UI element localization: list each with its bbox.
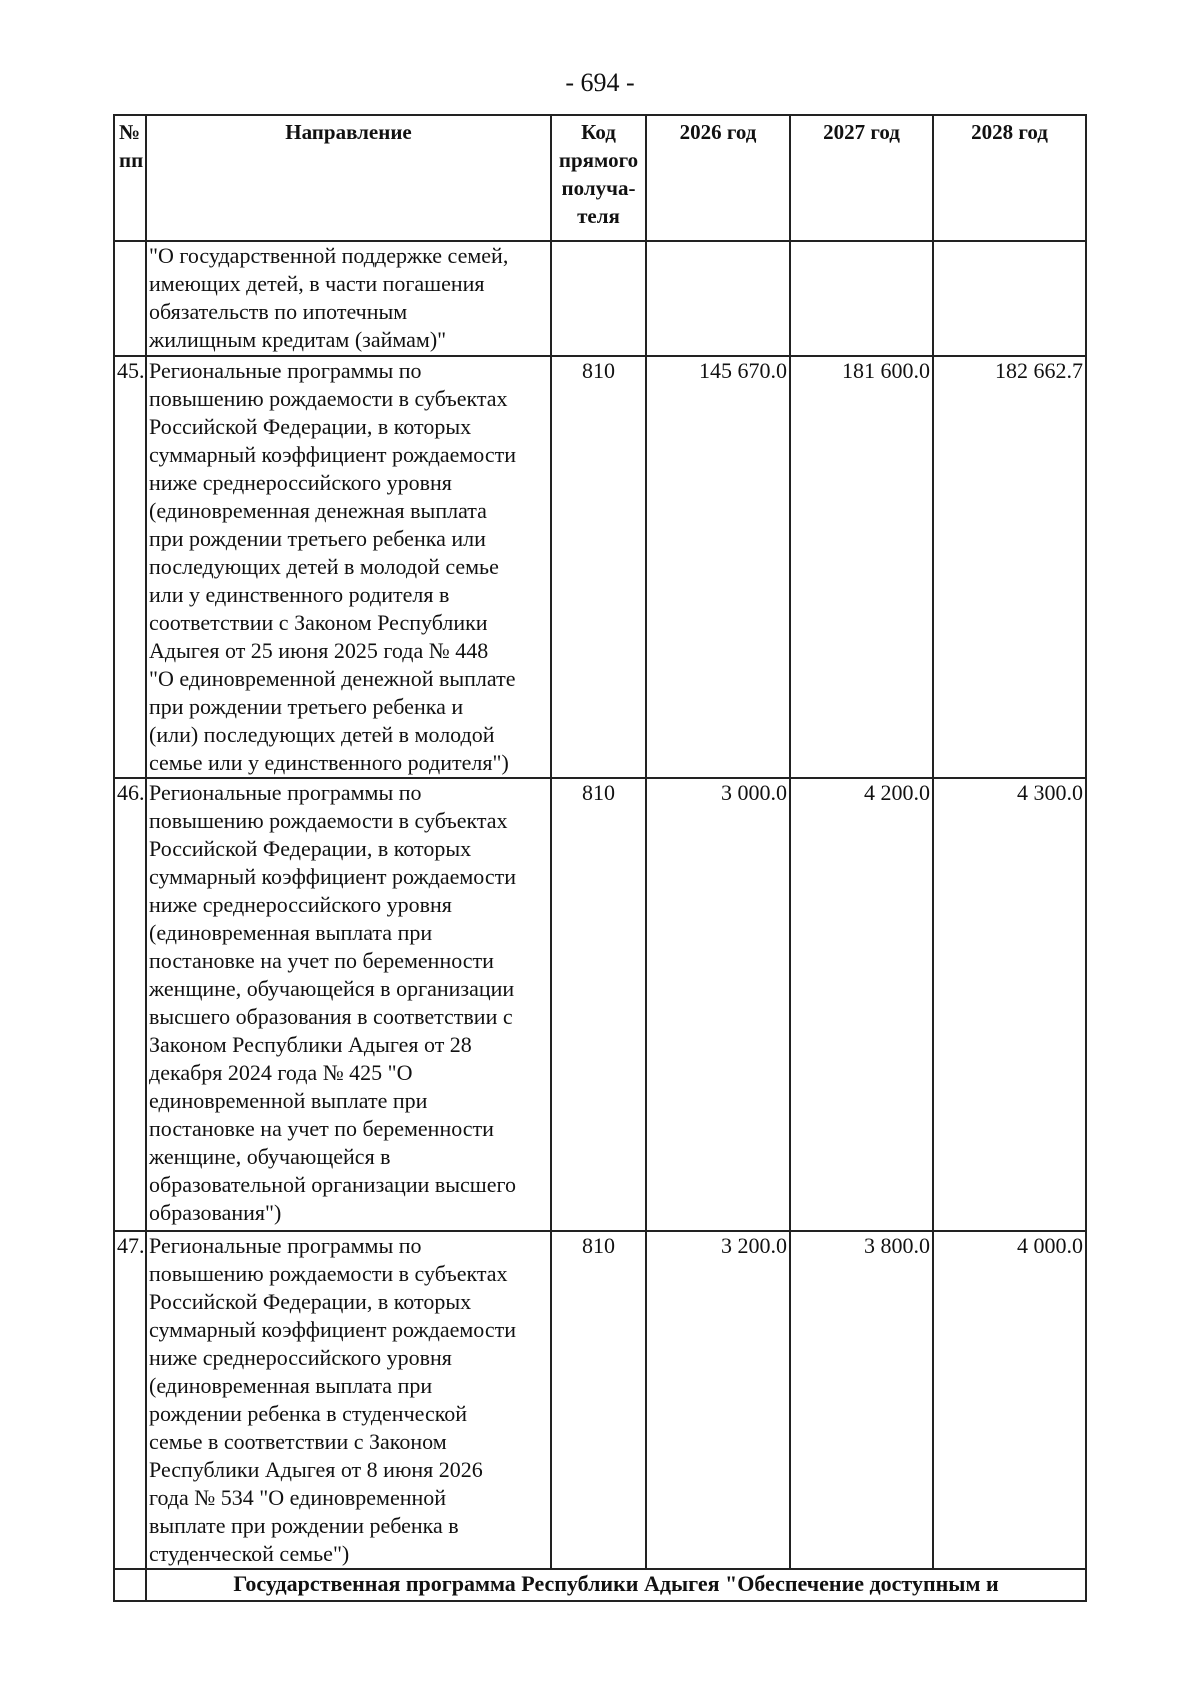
table-row: [114, 778, 1086, 1231]
budget-table: [113, 114, 1087, 1602]
row-direction: Региональные программы по повышению рождаемости в субъектах Российской Федерации, в которых суммарный коэффициент рождаемости ниже среднероссийского уровня (единовременная выплата при рождении ребенка в студенческой семье в соответствии с Законом Республики Адыгея от 8 июня 2026 года № 534 "О единовременной выплате при рождении ребенка в студенческой семье"): [146, 1231, 551, 1569]
page-number: - 694 -: [565, 68, 635, 97]
header-num: № пп: [114, 115, 146, 241]
row-code: 810: [551, 1231, 646, 1569]
row-2028: 4 300.0: [933, 778, 1086, 1231]
table-row: [114, 241, 1086, 356]
program-title-num: [114, 1569, 146, 1601]
header-2027: 2027 год: [790, 115, 933, 241]
program-title: Государственная программа Республики Адыгея "Обеспечение доступным и: [146, 1569, 1086, 1601]
row-num: 47.: [114, 1231, 146, 1569]
program-title-row: [114, 1569, 1086, 1601]
row-num: 46.: [114, 778, 146, 1231]
row-2027: 181 600.0: [790, 356, 933, 778]
row-2026: 145 670.0: [646, 356, 790, 778]
table-row: [114, 356, 1086, 778]
row-2028: 182 662.7: [933, 356, 1086, 778]
header-2028: 2028 год: [933, 115, 1086, 241]
row-2028: [933, 241, 1086, 356]
row-direction: "О государственной поддержке семей, имеющих детей, в части погашения обязательств по ипотечным жилищным кредитам (займам)": [146, 241, 551, 356]
row-direction: Региональные программы по повышению рождаемости в субъектах Российской Федерации, в которых суммарный коэффициент рождаемости ниже среднероссийского уровня (единовременная денежная выплата при рождении третьего ребенка или последующих детей в молодой семье или у единственного родителя в соответствии с Законом Республики Адыгея от 25 июня 2025 года № 448 "О единовременной денежной выплате при рождении третьего ребенка и (или) последующих детей в молодой семье или у единственного родителя"): [146, 356, 551, 778]
header-2026: 2026 год: [646, 115, 790, 241]
header-direction: Направление: [146, 115, 551, 241]
row-2027: 3 800.0: [790, 1231, 933, 1569]
row-code: 810: [551, 356, 646, 778]
table-header-row: [114, 115, 1086, 241]
row-2028: 4 000.0: [933, 1231, 1086, 1569]
row-code: 810: [551, 778, 646, 1231]
row-2026: [646, 241, 790, 356]
row-2027: [790, 241, 933, 356]
row-num: [114, 241, 146, 356]
header-code: Код прямого получа- теля: [551, 115, 646, 241]
row-2026: 3 200.0: [646, 1231, 790, 1569]
row-code: [551, 241, 646, 356]
row-2026: 3 000.0: [646, 778, 790, 1231]
row-direction: Региональные программы по повышению рождаемости в субъектах Российской Федерации, в которых суммарный коэффициент рождаемости ниже среднероссийского уровня (единовременная выплата при постановке на учет по беременности женщине, обучающейся в организации высшего образования в соответствии с Законом Республики Адыгея от 28 декабря 2024 года № 425 "О единовременной выплате при постановке на учет по беременности женщине, обучающейся в образовательной организации высшего образования"): [146, 778, 551, 1231]
table-row: [114, 1231, 1086, 1569]
row-num: 45.: [114, 356, 146, 778]
row-2027: 4 200.0: [790, 778, 933, 1231]
